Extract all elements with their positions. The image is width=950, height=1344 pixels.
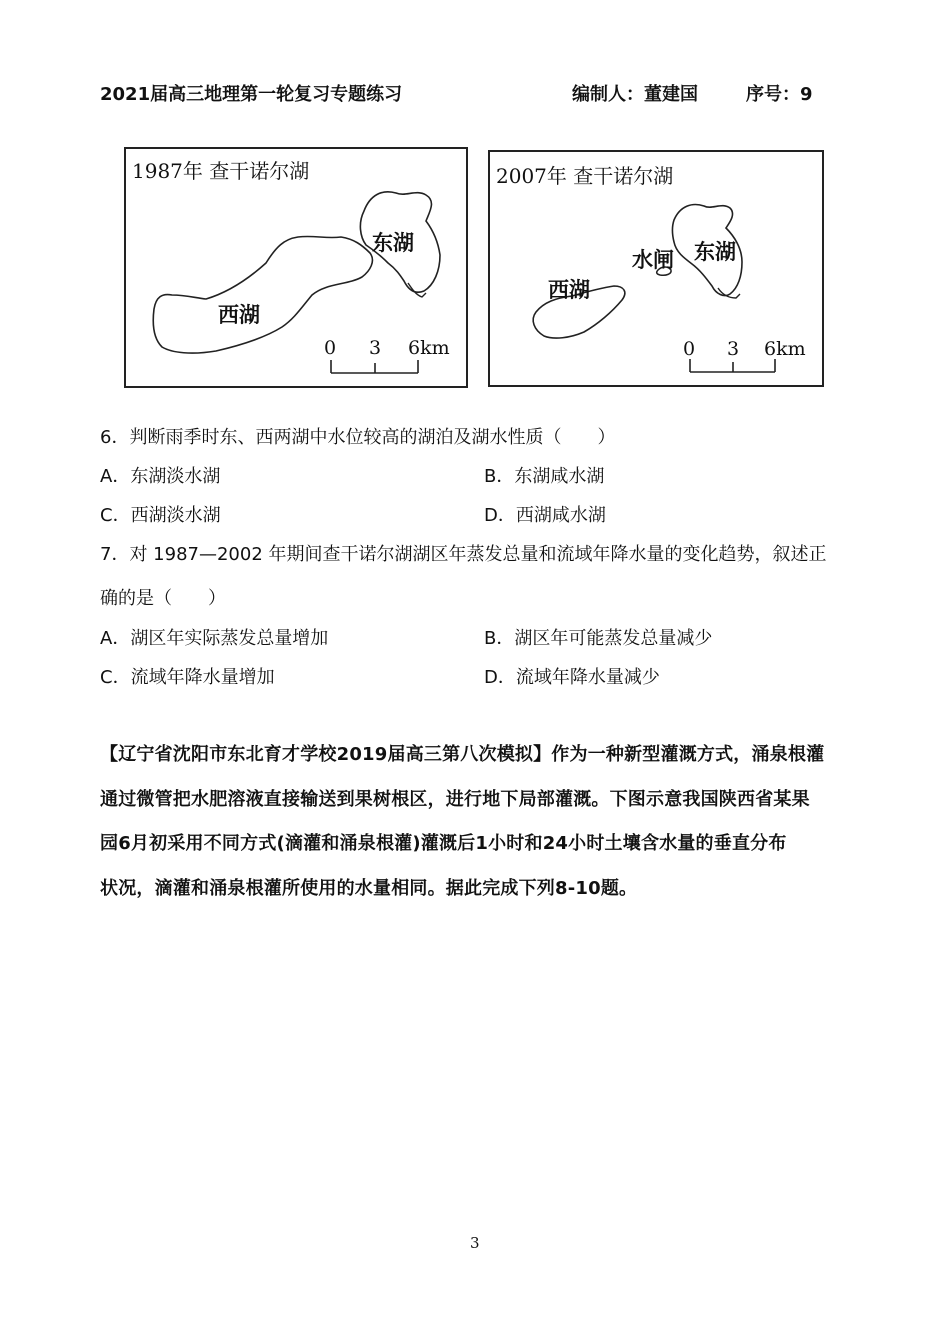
map-1987-east-lake-label: 东湖 — [372, 231, 414, 255]
passage-line-2: 通过微管把水肥溶液直接输送到果树根区，进行地下局部灌溉。下图示意我国陕西省某果 — [100, 789, 810, 810]
q7-stem-line2: 确的是（ ） — [100, 588, 226, 609]
passage-line-3: 园6月初采用不同方式(滴灌和涌泉根灌)灌溉后1小时和24小时土壤含水量的垂直分布 — [100, 833, 787, 854]
west-lake-1987-shape — [153, 236, 372, 353]
q7-option-b: B．湖区年可能蒸发总量减少 — [484, 628, 713, 649]
q7-stem-line1: 7．对 1987—2002 年期间查干诺尔湖湖区年蒸发总量和流域年降水量的变化趋势，叙述正 — [100, 544, 827, 565]
worksheet-title: 2021届高三地理第一轮复习专题练习 — [100, 84, 403, 105]
map-2007 — [488, 150, 824, 387]
map-1987-scale-6km: 6km — [408, 337, 450, 359]
q7-option-a: A．湖区年实际蒸发总量增加 — [100, 628, 329, 649]
map-2007-scale-6km: 6km — [764, 338, 806, 360]
map-2007-sluice-label: 水闸 — [632, 248, 674, 272]
map-1987-west-lake-label: 西湖 — [218, 303, 260, 327]
east-lake-2007-inlet — [718, 288, 740, 298]
passage-line-4: 状况，滴灌和涌泉根灌所使用的水量相同。据此完成下列8-10题。 — [100, 878, 638, 899]
map-2007-title: 2007年 查干诺尔湖 — [496, 164, 674, 188]
q7-option-c: C．流域年降水量增加 — [100, 667, 275, 688]
q6-stem: 6．判断雨季时东、西两湖中水位较高的湖泊及湖水性质（ ） — [100, 427, 616, 448]
map-1987-title: 1987年 查干诺尔湖 — [132, 159, 310, 183]
q6-option-c: C．西湖淡水湖 — [100, 505, 221, 526]
q7-option-d: D．流域年降水量减少 — [484, 667, 660, 688]
page-number: 3 — [470, 1234, 480, 1252]
map-2007-scale-0: 0 — [683, 338, 696, 360]
q6-option-a: A．东湖淡水湖 — [100, 466, 221, 487]
serial-number: 序号：9 — [746, 84, 813, 105]
map-2007-scale-3: 3 — [727, 338, 740, 360]
q6-option-b: B．东湖咸水湖 — [484, 466, 605, 487]
map-1987 — [124, 147, 468, 388]
passage-line-1: 【辽宁省沈阳市东北育才学校2019届高三第八次模拟】作为一种新型灌溉方式，涌泉根灌 — [100, 744, 825, 765]
map-2007-east-lake-label: 东湖 — [694, 240, 736, 264]
map-1987-scale-3: 3 — [369, 337, 382, 359]
map-1987-scale-0: 0 — [324, 337, 337, 359]
map-2007-west-lake-label: 西湖 — [548, 278, 590, 302]
editor-label: 编制人：董建国 — [572, 84, 698, 105]
q6-option-d: D．西湖咸水湖 — [484, 505, 606, 526]
